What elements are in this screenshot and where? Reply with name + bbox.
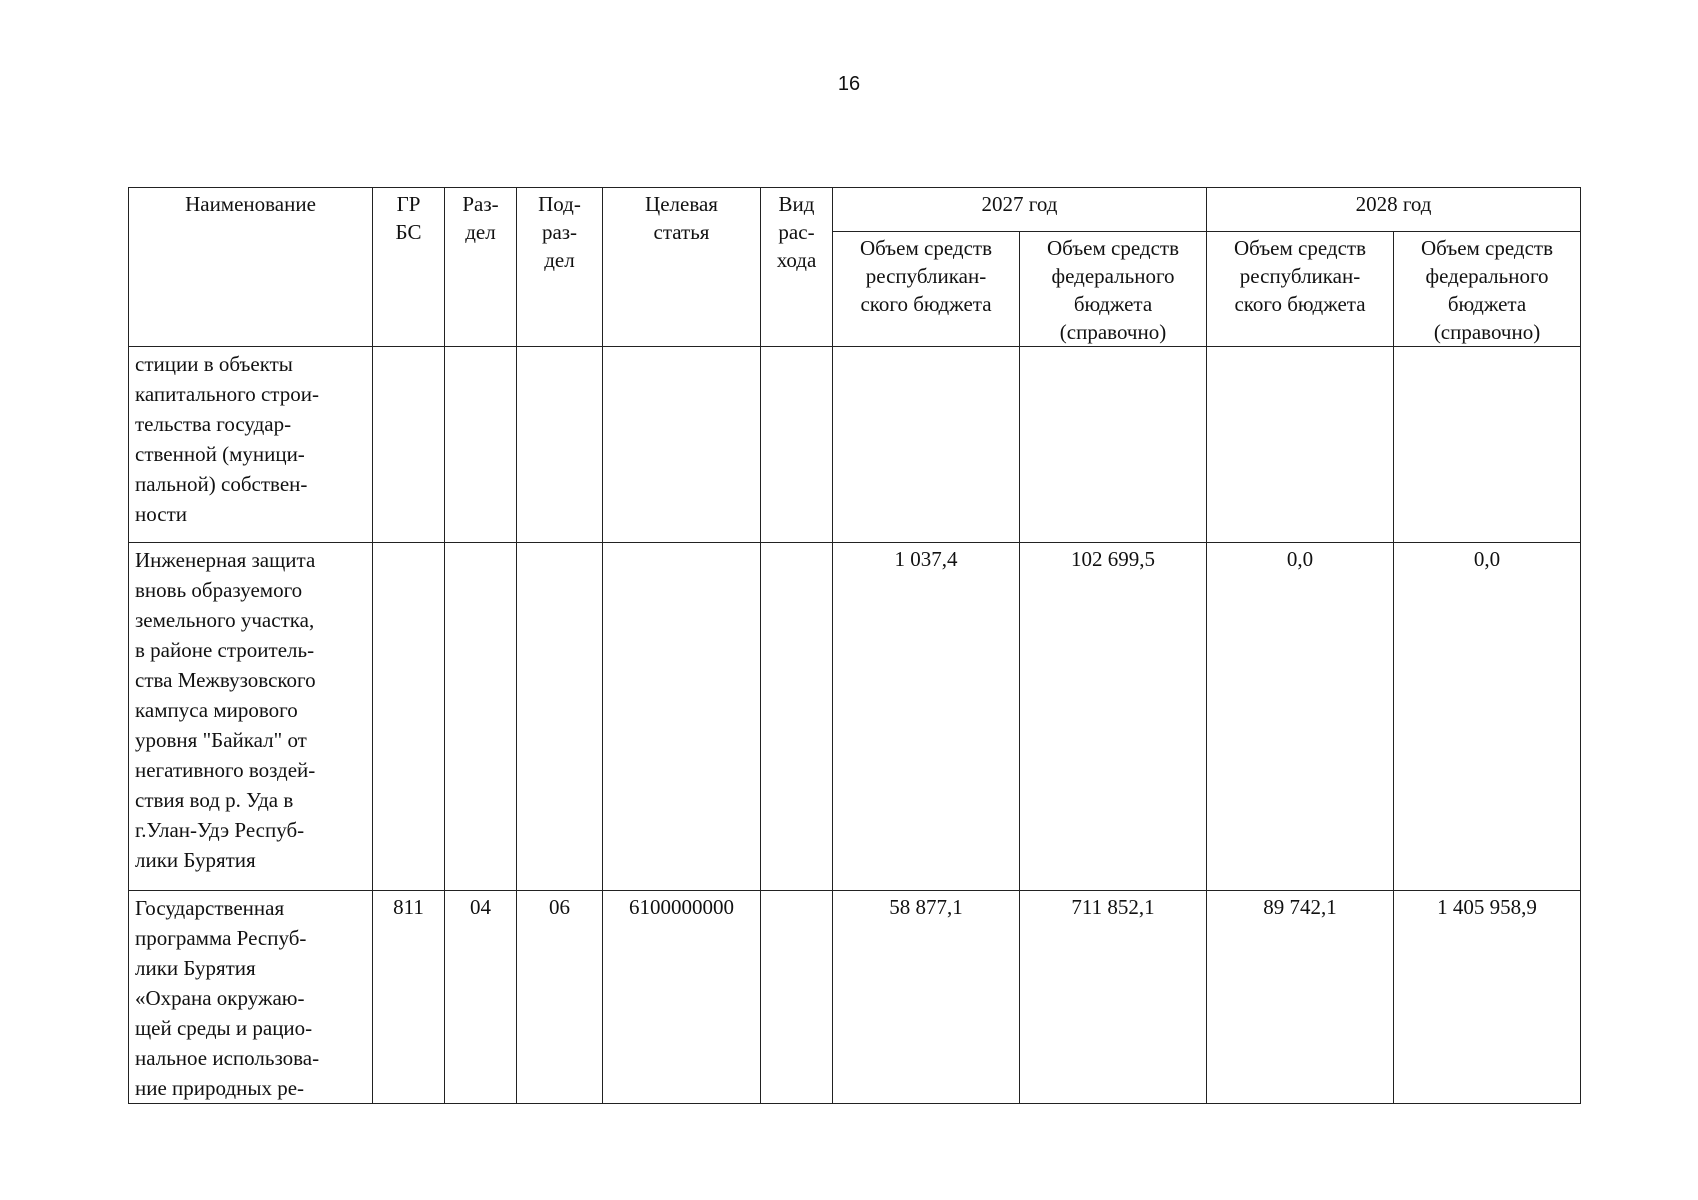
row-name-line: программа Респуб- [135, 926, 307, 950]
header-grbs-line: БС [395, 220, 422, 244]
row-name-line: ства Межвузовского [135, 668, 316, 692]
table-row [129, 347, 1581, 543]
row-target-article-cell: 6100000000 [603, 891, 761, 1104]
header-subsection-line: дел [544, 248, 575, 272]
row-name-line: стиции в объекты [135, 352, 293, 376]
row-fed-2028-cell: 1 405 958,9 [1394, 891, 1581, 1104]
row-name-line: вновь образуемого [135, 578, 303, 602]
row-name-line: лики Бурятия [135, 848, 256, 872]
row-section-cell [445, 347, 517, 543]
header-section [445, 188, 517, 347]
header-target-article-line: Целевая [645, 192, 718, 216]
row-rep-2027-cell [833, 347, 1020, 543]
row-section-cell [445, 543, 517, 891]
row-name-line: ствия вод р. Уда в [135, 788, 294, 812]
header-grbs-line: ГР [396, 192, 421, 216]
row-fed-2028-cell [1394, 347, 1581, 543]
header-expense-type [761, 188, 833, 347]
row-name-cell [129, 891, 373, 1104]
header-subsection [517, 188, 603, 347]
row-name-line: г.Улан-Удэ Респуб- [135, 818, 305, 842]
header-row-years [129, 188, 1581, 232]
header-rep-line: Объем средств [1234, 236, 1367, 260]
row-expense-type-cell [761, 347, 833, 543]
header-fed-line: бюджета [1447, 292, 1527, 316]
header-target-article-line: статья [653, 220, 710, 244]
header-fed-line: федерального [1425, 264, 1549, 288]
header-subsection-line: Под- [538, 192, 581, 216]
row-name-line: «Охрана окружаю- [135, 986, 305, 1010]
header-expense-type-line: Вид [778, 192, 815, 216]
row-name-cell [129, 347, 373, 543]
header-grbs [373, 188, 445, 347]
row-name-line: Государственная [135, 896, 285, 920]
header-fed-2027 [1020, 232, 1207, 347]
header-rep-line: ского бюджета [860, 292, 992, 316]
row-name-line: ственной (муници- [135, 442, 305, 466]
row-rep-2027-cell: 1 037,4 [833, 543, 1020, 891]
row-name-line: земельного участка, [135, 608, 315, 632]
row-name-line: уровня "Байкал" от [135, 728, 307, 752]
row-rep-2028-cell: 0,0 [1207, 543, 1394, 891]
row-name-line: Инженерная защита [135, 548, 316, 572]
header-target-article [603, 188, 761, 347]
row-name-line: кампуса мирового [135, 698, 298, 722]
row-name-line: ние природных ре- [135, 1076, 305, 1100]
header-fed-line: Объем средств [1047, 236, 1180, 260]
row-subsection-cell [517, 543, 603, 891]
row-target-article-cell [603, 347, 761, 543]
row-fed-2027-cell [1020, 347, 1207, 543]
header-fed-line: федерального [1051, 264, 1175, 288]
header-rep-2028 [1207, 232, 1394, 347]
header-fed-2028 [1394, 232, 1581, 347]
row-name-line: в районе строитель- [135, 638, 315, 662]
row-expense-type-cell [761, 543, 833, 891]
table-row [129, 891, 1581, 1104]
header-fed-line: бюджета [1073, 292, 1153, 316]
row-name-line: щей среды и рацио- [135, 1016, 313, 1040]
row-rep-2027-cell: 58 877,1 [833, 891, 1020, 1104]
row-name-line: капитального строи- [135, 382, 319, 406]
header-section-line: дел [465, 220, 496, 244]
header-rep-line: республикан- [1239, 264, 1361, 288]
header-year-2027: 2027 год [833, 188, 1207, 232]
header-expense-type-line: рас- [778, 220, 815, 244]
row-fed-2027-cell: 102 699,5 [1020, 543, 1207, 891]
row-grbs-cell [373, 543, 445, 891]
row-subsection-cell [517, 347, 603, 543]
budget-table [128, 187, 1581, 1104]
row-name-line: негативного воздей- [135, 758, 316, 782]
header-section-line: Раз- [462, 192, 499, 216]
page-number: 16 [837, 73, 861, 95]
row-fed-2027-cell: 711 852,1 [1020, 891, 1207, 1104]
row-name-line: лики Бурятия [135, 956, 256, 980]
row-grbs-cell: 811 [373, 891, 445, 1104]
header-fed-line: (справочно) [1433, 320, 1541, 344]
table-row [129, 543, 1581, 891]
header-expense-type-line: хода [776, 248, 817, 272]
row-subsection-cell: 06 [517, 891, 603, 1104]
header-rep-line: Объем средств [859, 236, 992, 260]
header-subsection-line: раз- [541, 220, 578, 244]
row-name-line: ности [135, 502, 187, 526]
header-name: Наименование [129, 188, 373, 347]
row-fed-2028-cell: 0,0 [1394, 543, 1581, 891]
header-year-2028: 2028 год [1207, 188, 1581, 232]
row-expense-type-cell [761, 891, 833, 1104]
header-fed-line: Объем средств [1421, 236, 1554, 260]
row-name-line: пальной) собствен- [135, 472, 308, 496]
header-rep-line: республикан- [865, 264, 987, 288]
row-grbs-cell [373, 347, 445, 543]
header-fed-line: (справочно) [1059, 320, 1167, 344]
row-name-line: тельства государ- [135, 412, 292, 436]
row-rep-2028-cell [1207, 347, 1394, 543]
row-target-article-cell [603, 543, 761, 891]
row-name-line: нальное использова- [135, 1046, 320, 1070]
header-rep-line: ского бюджета [1234, 292, 1366, 316]
row-name-cell [129, 543, 373, 891]
row-rep-2028-cell: 89 742,1 [1207, 891, 1394, 1104]
row-section-cell: 04 [445, 891, 517, 1104]
header-rep-2027 [833, 232, 1020, 347]
